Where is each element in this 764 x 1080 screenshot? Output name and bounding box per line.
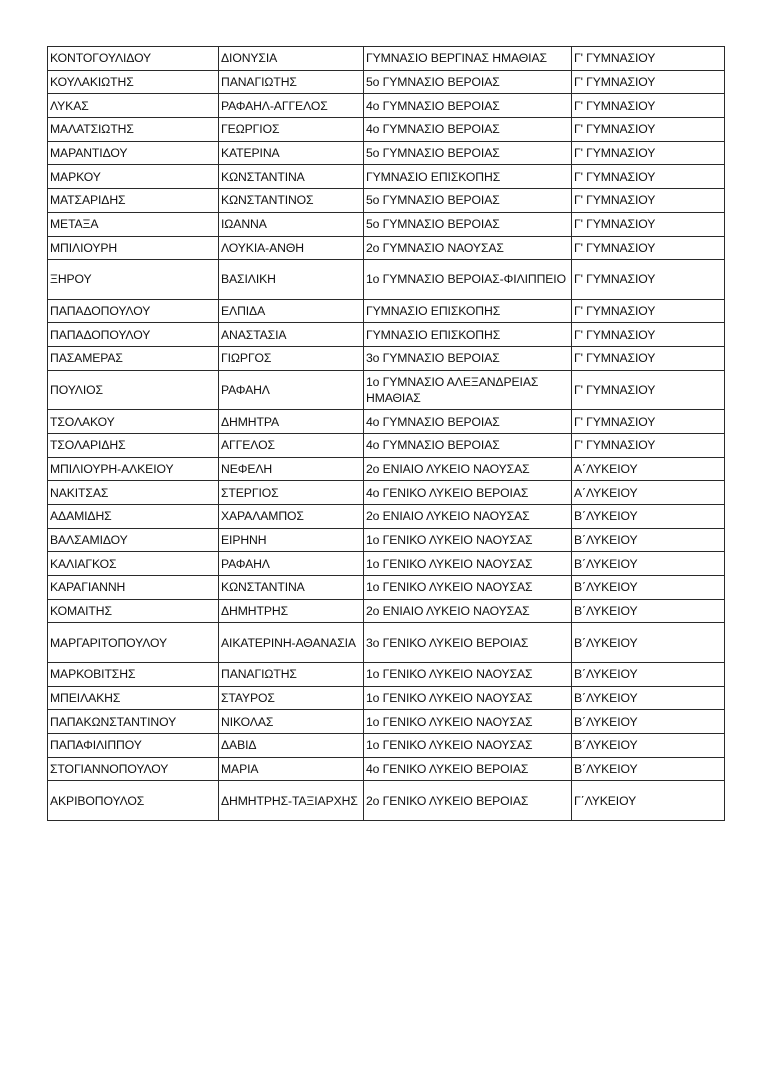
- grade-cell: Γ' ΓΥΜΝΑΣΙΟΥ: [572, 141, 725, 165]
- first-name-cell: ΔΑΒΙΔ: [219, 734, 364, 758]
- grade-cell: Β΄ΛΥΚΕΙΟΥ: [572, 757, 725, 781]
- school-cell: 5ο ΓΥΜΝΑΣΙΟ ΒΕΡΟΙΑΣ: [364, 189, 572, 213]
- table-row: [48, 528, 725, 552]
- surname-cell: ΜΑΡΚΟΒΙΤΣΗΣ: [48, 662, 219, 686]
- school-cell: 4ο ΓΥΜΝΑΣΙΟ ΒΕΡΟΙΑΣ: [364, 118, 572, 142]
- first-name-cell: ΛΟΥΚΙΑ-ΑΝΘΗ: [219, 236, 364, 260]
- school-cell: 1ο ΓΥΜΝΑΣΙΟ ΑΛΕΞΑΝΔΡΕΙΑΣ ΗΜΑΘΙΑΣ: [364, 370, 572, 410]
- school-cell: 5ο ΓΥΜΝΑΣΙΟ ΒΕΡΟΙΑΣ: [364, 141, 572, 165]
- first-name-cell: ΚΩΝΣΤΑΝΤΙΝΑ: [219, 576, 364, 600]
- grade-cell: Γ' ΓΥΜΝΑΣΙΟΥ: [572, 433, 725, 457]
- first-name-cell: ΓΙΩΡΓΟΣ: [219, 347, 364, 371]
- grade-cell: Γ' ΓΥΜΝΑΣΙΟΥ: [572, 260, 725, 300]
- table-row: [48, 662, 725, 686]
- table-row: [48, 47, 725, 71]
- table-row: [48, 141, 725, 165]
- grade-cell: Γ' ΓΥΜΝΑΣΙΟΥ: [572, 299, 725, 323]
- grade-cell: Γ' ΓΥΜΝΑΣΙΟΥ: [572, 165, 725, 189]
- school-cell: 4ο ΓΕΝΙΚΟ ΛΥΚΕΙΟ ΒΕΡΟΙΑΣ: [364, 757, 572, 781]
- first-name-cell: ΔΗΜΗΤΡΑ: [219, 410, 364, 434]
- grade-cell: Α΄ΛΥΚΕΙΟΥ: [572, 457, 725, 481]
- grade-cell: Β΄ΛΥΚΕΙΟΥ: [572, 734, 725, 758]
- surname-cell: ΜΕΤΑΞΑ: [48, 212, 219, 236]
- table-row: [48, 212, 725, 236]
- first-name-cell: ΡΑΦΑΗΛ-ΑΓΓΕΛΟΣ: [219, 94, 364, 118]
- first-name-cell: ΑΙΚΑΤΕΡΙΝΗ-ΑΘΑΝΑΣΙΑ: [219, 623, 364, 663]
- grade-cell: Γ' ΓΥΜΝΑΣΙΟΥ: [572, 47, 725, 71]
- table-row: [48, 757, 725, 781]
- first-name-cell: ΜΑΡΙΑ: [219, 757, 364, 781]
- first-name-cell: ΔΗΜΗΤΡΗΣ-ΤΑΞΙΑΡΧΗΣ: [219, 781, 364, 821]
- surname-cell: ΚΑΡΑΓΙΑΝΝΗ: [48, 576, 219, 600]
- table-row: [48, 370, 725, 410]
- table-row: [48, 118, 725, 142]
- grade-cell: Γ' ΓΥΜΝΑΣΙΟΥ: [572, 410, 725, 434]
- first-name-cell: ΝΕΦΕΛΗ: [219, 457, 364, 481]
- grade-cell: Β΄ΛΥΚΕΙΟΥ: [572, 505, 725, 529]
- school-cell: 2ο ΓΥΜΝΑΣΙΟ ΝΑΟΥΣΑΣ: [364, 236, 572, 260]
- grade-cell: Γ' ΓΥΜΝΑΣΙΟΥ: [572, 118, 725, 142]
- first-name-cell: ΡΑΦΑΗΛ: [219, 552, 364, 576]
- school-cell: 4ο ΓΥΜΝΑΣΙΟ ΒΕΡΟΙΑΣ: [364, 410, 572, 434]
- first-name-cell: ΚΑΤΕΡΙΝΑ: [219, 141, 364, 165]
- table-row: [48, 260, 725, 300]
- table-row: [48, 505, 725, 529]
- first-name-cell: ΡΑΦΑΗΛ: [219, 370, 364, 410]
- table-row: [48, 552, 725, 576]
- surname-cell: ΚΟΜΑΙΤΗΣ: [48, 599, 219, 623]
- surname-cell: ΠΑΠΑΔΟΠΟΥΛΟΥ: [48, 323, 219, 347]
- surname-cell: ΜΑΤΣΑΡΙΔΗΣ: [48, 189, 219, 213]
- first-name-cell: ΣΤΕΡΓΙΟΣ: [219, 481, 364, 505]
- school-cell: ΓΥΜΝΑΣΙΟ ΕΠΙΣΚΟΠΗΣ: [364, 323, 572, 347]
- grade-cell: Β΄ΛΥΚΕΙΟΥ: [572, 552, 725, 576]
- grade-cell: Γ' ΓΥΜΝΑΣΙΟΥ: [572, 94, 725, 118]
- table-row: [48, 236, 725, 260]
- table-row: [48, 710, 725, 734]
- school-cell: 3ο ΓΥΜΝΑΣΙΟ ΒΕΡΟΙΑΣ: [364, 347, 572, 371]
- surname-cell: ΠΑΠΑΦΙΛΙΠΠΟΥ: [48, 734, 219, 758]
- grade-cell: Γ' ΓΥΜΝΑΣΙΟΥ: [572, 236, 725, 260]
- first-name-cell: ΕΙΡΗΝΗ: [219, 528, 364, 552]
- surname-cell: ΚΟΝΤΟΓΟΥΛΙΔΟΥ: [48, 47, 219, 71]
- surname-cell: ΒΑΛΣΑΜΙΔΟΥ: [48, 528, 219, 552]
- school-cell: 1ο ΓΥΜΝΑΣΙΟ ΒΕΡΟΙΑΣ-ΦΙΛΙΠΠΕΙΟ: [364, 260, 572, 300]
- grade-cell: Β΄ΛΥΚΕΙΟΥ: [572, 599, 725, 623]
- grade-cell: Β΄ΛΥΚΕΙΟΥ: [572, 686, 725, 710]
- grade-cell: Β΄ΛΥΚΕΙΟΥ: [572, 528, 725, 552]
- grade-cell: Α΄ΛΥΚΕΙΟΥ: [572, 481, 725, 505]
- table-row: [48, 576, 725, 600]
- grade-cell: Γ' ΓΥΜΝΑΣΙΟΥ: [572, 189, 725, 213]
- first-name-cell: ΣΤΑΥΡΟΣ: [219, 686, 364, 710]
- first-name-cell: ΕΛΠΙΔΑ: [219, 299, 364, 323]
- first-name-cell: ΠΑΝΑΓΙΩΤΗΣ: [219, 662, 364, 686]
- school-cell: 2ο ΕΝΙΑΙΟ ΛΥΚΕΙΟ ΝΑΟΥΣΑΣ: [364, 599, 572, 623]
- school-cell: 1ο ΓΕΝΙΚΟ ΛΥΚΕΙΟ ΝΑΟΥΣΑΣ: [364, 710, 572, 734]
- table-row: [48, 781, 725, 821]
- surname-cell: ΜΑΡΚΟΥ: [48, 165, 219, 189]
- table-row: [48, 410, 725, 434]
- grade-cell: Β΄ΛΥΚΕΙΟΥ: [572, 623, 725, 663]
- surname-cell: ΤΣΟΛΑΚΟΥ: [48, 410, 219, 434]
- school-cell: ΓΥΜΝΑΣΙΟ ΕΠΙΣΚΟΠΗΣ: [364, 165, 572, 189]
- school-cell: ΓΥΜΝΑΣΙΟ ΒΕΡΓΙΝΑΣ ΗΜΑΘΙΑΣ: [364, 47, 572, 71]
- school-cell: 4ο ΓΥΜΝΑΣΙΟ ΒΕΡΟΙΑΣ: [364, 433, 572, 457]
- surname-cell: ΠΑΠΑΚΩΝΣΤΑΝΤΙΝΟΥ: [48, 710, 219, 734]
- table-row: [48, 457, 725, 481]
- first-name-cell: ΔΙΟΝΥΣΙΑ: [219, 47, 364, 71]
- surname-cell: ΠΑΣΑΜΕΡΑΣ: [48, 347, 219, 371]
- surname-cell: ΜΠΕΙΛΑΚΗΣ: [48, 686, 219, 710]
- surname-cell: ΑΔΑΜΙΔΗΣ: [48, 505, 219, 529]
- table-row: [48, 347, 725, 371]
- table-row: [48, 165, 725, 189]
- grade-cell: Γ' ΓΥΜΝΑΣΙΟΥ: [572, 370, 725, 410]
- school-cell: 1ο ΓΕΝΙΚΟ ΛΥΚΕΙΟ ΝΑΟΥΣΑΣ: [364, 734, 572, 758]
- school-cell: ΓΥΜΝΑΣΙΟ ΕΠΙΣΚΟΠΗΣ: [364, 299, 572, 323]
- school-cell: 5ο ΓΥΜΝΑΣΙΟ ΒΕΡΟΙΑΣ: [364, 212, 572, 236]
- table-row: [48, 433, 725, 457]
- surname-cell: ΝΑΚΙΤΣΑΣ: [48, 481, 219, 505]
- grade-cell: Β΄ΛΥΚΕΙΟΥ: [572, 662, 725, 686]
- table-row: [48, 94, 725, 118]
- first-name-cell: ΓΕΩΡΓΙΟΣ: [219, 118, 364, 142]
- student-roster-table: [47, 46, 725, 821]
- surname-cell: ΜΑΡΓΑΡΙΤΟΠΟΥΛΟΥ: [48, 623, 219, 663]
- surname-cell: ΣΤΟΓΙΑΝΝΟΠΟΥΛΟΥ: [48, 757, 219, 781]
- grade-cell: Β΄ΛΥΚΕΙΟΥ: [572, 710, 725, 734]
- grade-cell: Β΄ΛΥΚΕΙΟΥ: [572, 576, 725, 600]
- first-name-cell: ΚΩΝΣΤΑΝΤΙΝΟΣ: [219, 189, 364, 213]
- surname-cell: ΑΚΡΙΒΟΠΟΥΛΟΣ: [48, 781, 219, 821]
- grade-cell: Γ' ΓΥΜΝΑΣΙΟΥ: [572, 347, 725, 371]
- grade-cell: Γ' ΓΥΜΝΑΣΙΟΥ: [572, 323, 725, 347]
- surname-cell: ΠΑΠΑΔΟΠΟΥΛΟΥ: [48, 299, 219, 323]
- school-cell: 2ο ΕΝΙΑΙΟ ΛΥΚΕΙΟ ΝΑΟΥΣΑΣ: [364, 505, 572, 529]
- first-name-cell: ΔΗΜΗΤΡΗΣ: [219, 599, 364, 623]
- first-name-cell: ΒΑΣΙΛΙΚΗ: [219, 260, 364, 300]
- table-row: [48, 189, 725, 213]
- school-cell: 5ο ΓΥΜΝΑΣΙΟ ΒΕΡΟΙΑΣ: [364, 70, 572, 94]
- school-cell: 4ο ΓΥΜΝΑΣΙΟ ΒΕΡΟΙΑΣ: [364, 94, 572, 118]
- table-row: [48, 686, 725, 710]
- school-cell: 1ο ΓΕΝΙΚΟ ΛΥΚΕΙΟ ΝΑΟΥΣΑΣ: [364, 686, 572, 710]
- school-cell: 1ο ΓΕΝΙΚΟ ΛΥΚΕΙΟ ΝΑΟΥΣΑΣ: [364, 552, 572, 576]
- surname-cell: ΜΑΡΑΝΤΙΔΟΥ: [48, 141, 219, 165]
- table-row: [48, 70, 725, 94]
- school-cell: 4ο ΓΕΝΙΚΟ ΛΥΚΕΙΟ ΒΕΡΟΙΑΣ: [364, 481, 572, 505]
- school-cell: 2ο ΕΝΙΑΙΟ ΛΥΚΕΙΟ ΝΑΟΥΣΑΣ: [364, 457, 572, 481]
- grade-cell: Γ' ΓΥΜΝΑΣΙΟΥ: [572, 212, 725, 236]
- table-row: [48, 323, 725, 347]
- school-cell: 3ο ΓΕΝΙΚΟ ΛΥΚΕΙΟ ΒΕΡΟΙΑΣ: [364, 623, 572, 663]
- surname-cell: ΚΑΛΙΑΓΚΟΣ: [48, 552, 219, 576]
- surname-cell: ΠΟΥΛΙΟΣ: [48, 370, 219, 410]
- first-name-cell: ΧΑΡΑΛΑΜΠΟΣ: [219, 505, 364, 529]
- surname-cell: ΞΗΡΟΥ: [48, 260, 219, 300]
- school-cell: 1ο ΓΕΝΙΚΟ ΛΥΚΕΙΟ ΝΑΟΥΣΑΣ: [364, 528, 572, 552]
- first-name-cell: ΚΩΝΣΤΑΝΤΙΝΑ: [219, 165, 364, 189]
- surname-cell: ΛΥΚΑΣ: [48, 94, 219, 118]
- school-cell: 2ο ΓΕΝΙΚΟ ΛΥΚΕΙΟ ΒΕΡΟΙΑΣ: [364, 781, 572, 821]
- first-name-cell: ΠΑΝΑΓΙΩΤΗΣ: [219, 70, 364, 94]
- table-row: [48, 299, 725, 323]
- surname-cell: ΤΣΟΛΑΡΙΔΗΣ: [48, 433, 219, 457]
- first-name-cell: ΙΩΑΝΝΑ: [219, 212, 364, 236]
- school-cell: 1ο ΓΕΝΙΚΟ ΛΥΚΕΙΟ ΝΑΟΥΣΑΣ: [364, 662, 572, 686]
- surname-cell: ΚΟΥΛΑΚΙΩΤΗΣ: [48, 70, 219, 94]
- grade-cell: Γ' ΓΥΜΝΑΣΙΟΥ: [572, 70, 725, 94]
- roster-table-body: [48, 47, 725, 821]
- school-cell: 1ο ΓΕΝΙΚΟ ΛΥΚΕΙΟ ΝΑΟΥΣΑΣ: [364, 576, 572, 600]
- table-row: [48, 481, 725, 505]
- surname-cell: ΜΑΛΑΤΣΙΩΤΗΣ: [48, 118, 219, 142]
- table-row: [48, 599, 725, 623]
- grade-cell: Γ΄ΛΥΚΕΙΟΥ: [572, 781, 725, 821]
- first-name-cell: ΑΓΓΕΛΟΣ: [219, 433, 364, 457]
- surname-cell: ΜΠΙΛΙΟΥΡΗ-ΑΛΚΕΙΟΥ: [48, 457, 219, 481]
- surname-cell: ΜΠΙΛΙΟΥΡΗ: [48, 236, 219, 260]
- table-row: [48, 623, 725, 663]
- first-name-cell: ΑΝΑΣΤΑΣΙΑ: [219, 323, 364, 347]
- first-name-cell: ΝΙΚΟΛΑΣ: [219, 710, 364, 734]
- table-row: [48, 734, 725, 758]
